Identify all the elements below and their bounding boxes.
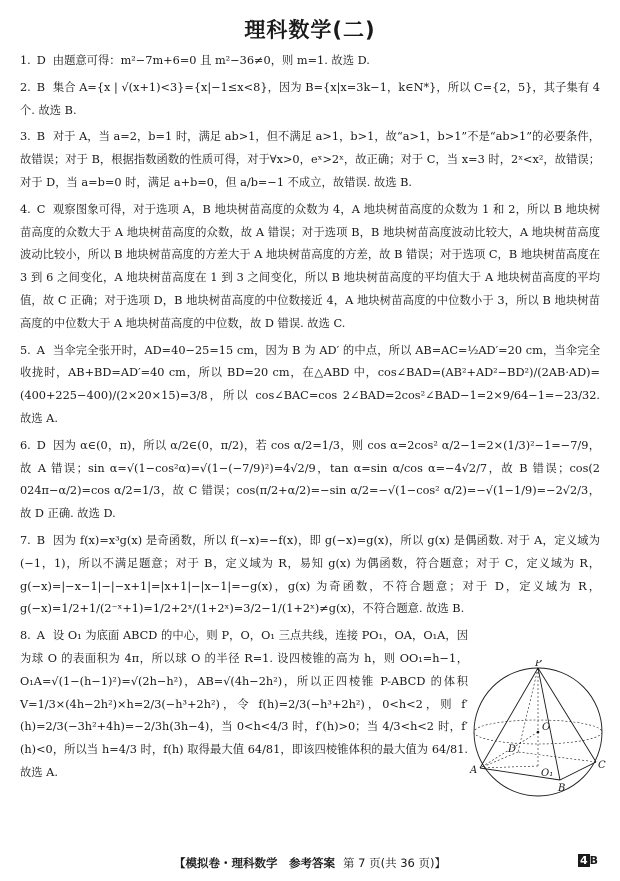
- label-o: O: [542, 722, 551, 733]
- segment-o1a: [480, 766, 538, 768]
- solution-item: 3. B 对于 A，当 a=2，b=1 时，满足 ab>1，但不满足 a>1，b>1，故“a>1，b>1”不是“ab>1”的必要条件，故错误；对于 B，根据指数函数的性质可得，对于∀x>0，eˣ>2ˣ，故正确；对于 C，当 x=3 时，2ˣ<x²，故错误；对于 D，当 a=b=0 时，满足 a+b=0，但 a/b=−1 不成立，故错误. 故选 B.: [20, 126, 600, 194]
- solution-text: 由题意可得：m²−7m+6=0 且 m²−36≠0，则 m=1. 故选 D.: [52, 54, 370, 67]
- label-c: C: [598, 760, 606, 771]
- solution-text: 因为 α∈(0，π)，所以 α/2∈(0，π/2)，若 cos α/2=1/3，则 cos α=2cos² α/2−1=2×(1/3)²−1=−7/9，故 A 错误；sin α=√(1−cos²α)=√(1−(−7/9)²)=4√2/9，tan α=sin α/cos α=−4√2/7，故 B 错误；cos(2 024π−α/2)=cos α/2=1/3，故 C 错误；cos(π/2+α/2)=−sin α/2=−√(1−cos² α/2)=−√(1−1/9)=−2√2/3，故 D 正确. 故选 D.: [20, 438, 600, 521]
- answer-letter: B: [36, 80, 46, 94]
- answer-letter: B: [36, 533, 46, 547]
- answer-letter: D: [36, 438, 46, 452]
- answer-letter: A: [36, 629, 45, 643]
- solution-item: 2. B 集合 A={x | √(x+1)<3}={x|−1≤x<8}，因为 B={x|x=3k−1，k∈N*}，所以 C={2，5}，其子集有 4 个. 故选 B.: [20, 77, 600, 123]
- edge-pc: [538, 668, 596, 762]
- label-b: B: [558, 783, 566, 794]
- solution-item: 1. D 由题意可得：m²−7m+6=0 且 m²−36≠0，则 m=1. 故选 D.: [20, 50, 600, 73]
- sheet-code-number: 4: [579, 854, 588, 867]
- page-title: 理科数学(二): [244, 18, 376, 42]
- edge-pd: [518, 668, 538, 752]
- answer-letter: A: [36, 343, 45, 357]
- solution-item: 8. A 设 O₁ 为底面 ABCD 的中心，则 P，O，O₁ 三点共线，连接 PO₁，OA，O₁A，因为球 O 的表面积为 4π，所以球 O 的半径 R=1. 设四棱锥的高为 h，则 OO₁=h−1，O₁A=√(1−(h−1)²)=√(2h−h²)，AB=√(4h−2h²)，所以正四棱锥 P-ABCD 的体积 V=1/3×(4h−2h²)×h=2/3(−h³+2h²)，令 f(h)=2/3(−h³+2h²)，0<h<2，则 f′(h)=2/3(−3h²+4h)=−2/3h(3h−4)，当 0<h<4/3 时，f′(h)>0；当 4/3<h<2 时，f′(h)<0，所以当 h=4/3 时，f(h) 取得最大值 64/81，即该四棱锥体积的最大值为 64/81. 故选 A.: [20, 625, 468, 785]
- sheet-code-letter: B: [589, 854, 598, 867]
- solution-text: 集合 A={x | √(x+1)<3}={x|−1≤x<8}，因为 B={x|x=3k−1，k∈N*}，所以 C={2，5}，其子集有 4 个. 故选 B.: [20, 80, 600, 117]
- answer-letter: C: [36, 202, 46, 216]
- page-footer: [0, 855, 620, 871]
- solution-item: 7. B 因为 f(x)=x³g(x) 是奇函数，所以 f(−x)=−f(x)，即 g(−x)=g(x)，所以 g(x) 是偶函数. 对于 A，定义域为(−1，1)，所以不满足题意；对于 B，定义域为 R，易知 g(x) 为偶函数，符合题意；对于 C，定义域为 R，g(−x)=|−x−1|−|−x+1|=|x+1|−|x−1|=−g(x)，g(x) 为奇函数，不符合题意；对于 D，定义域为 R，g(−x)=1/2+1/(2⁻ˣ+1)=1/2+2ˣ/(1+2ˣ)=3/2−1/(1+2ˣ)≠g(x)，不符合题意. 故选 B.: [20, 530, 600, 621]
- answer-letter: B: [36, 130, 46, 144]
- solution-text: 因为 f(x)=x³g(x) 是奇函数，所以 f(−x)=−f(x)，即 g(−x)=g(x)，所以 g(x) 是偶函数. 对于 A，定义域为(−1，1)，所以不满足题意；对于 B，定义域为 R，易知 g(x) 为偶函数，符合题意；对于 C，定义域为 R，g(−x)=|−x−1|−|−x+1|=|x+1|−|x−1|=−g(x)，g(x) 为奇函数，不符合题意；对于 D，定义域为 R，g(−x)=1/2+1/(2⁻ˣ+1)=1/2+2ˣ/(1+2ˣ)=3/2−1/(1+2ˣ)≠g(x)，不符合题意. 故选 B.: [20, 533, 600, 616]
- solution-item: 6. D 因为 α∈(0，π)，所以 α/2∈(0，π/2)，若 cos α/2=1/3，则 cos α=2cos² α/2−1=2×(1/3)²−1=−7/9，故 A 错误；sin α=√(1−cos²α)=√(1−(−7/9)²)=4√2/9，tan α=sin α/cos α=−4√2/7，故 B 错误；cos(2 024π−α/2)=cos α/2=1/3，故 C 错误；cos(π/2+α/2)=−sin α/2=−√(1−cos² α/2)=−√(1−1/9)=−2√2/3，故 D 正确. 故选 D.: [20, 435, 600, 526]
- answer-letter: D: [36, 54, 46, 67]
- solution-text: 设 O₁ 为底面 ABCD 的中心，则 P，O，O₁ 三点共线，连接 PO₁，OA，O₁A，因为球 O 的表面积为 4π，所以球 O 的半径 R=1. 设四棱锥的高为 h，则 OO₁=h−1，O₁A=√(1−(h−1)²)=√(2h−h²)，AB=√(4h−2h²)，所以正四棱锥 P-ABCD 的体积 V=1/3×(4h−2h²)×h=2/3(−h³+2h²)，令 f(h)=2/3(−h³+2h²)，0<h<2，则 f′(h)=2/3(−3h²+4h)=−2/3h(3h−4)，当 0<h<4/3 时，f′(h)>0；当 4/3<h<2 时，f′(h)<0，所以当 h=4/3 时，f(h) 取得最大值 64/81，即该四棱锥体积的最大值为 64/81. 故选 A.: [20, 629, 468, 779]
- solution-text: 当伞完全张开时，AD=40−25=15 cm，因为 B 为 AD′ 的中点，所以 AB=AC=½AD′=20 cm，当伞完全收拢时，AB+BD=AD′=40 cm，所以 BD=20 cm，在△ABD 中，cos∠BAD=(AB²+AD²−BD²)/(2AB·AD)=(400+225−400)/(2×20×15)=3/8，所以 cos∠BAC=cos 2∠BAD=2cos²∠BAD−1=2×9/64−1=−23/32. 故选 A.: [20, 343, 600, 425]
- footer-exam-label: 【模拟卷・理科数学 参考答案: [173, 856, 335, 870]
- base-bc: [560, 762, 596, 780]
- center-point: [537, 731, 540, 734]
- label-p: P: [535, 660, 542, 669]
- solution-text: 观察图象可得，对于选项 A，B 地块树苗高度的众数为 4，A 地块树苗高度的众数为 1 和 2，所以 B 地块树苗高度的众数大于 A 地块树苗高度的众数，故 A 错误；对于选项 B，B 地块树苗高度波动比较大，A 地块树苗高度波动比较小，所以 B 地块树苗高度的方差大于 A 地块树苗高度的方差，故 B 错误；对于选项 C，B 地块树苗高度在 3 到 6 之间变化，A 地块树苗高度在 1 到 3 之间变化，所以 B 地块树苗高度的平均值大于 A 地块树苗高度的平均值，故 C 正确；对于选项 D，B 地块树苗高度的中位数接近 4，A 地块树苗高度的中位数小于 3，所以 B 地块树苗高度的中位数大于 A 地块树苗高度的中位数，故 D 错误. 故选 C.: [20, 202, 600, 330]
- base-cd: [518, 752, 596, 762]
- sheet-code-badge: [578, 854, 598, 867]
- footer-page-number: 第 7 页(共 36 页)】: [342, 856, 447, 870]
- pyramid-in-sphere-figure: [468, 660, 608, 800]
- solution-item: 4. C 观察图象可得，对于选项 A，B 地块树苗高度的众数为 4，A 地块树苗高度的众数为 1 和 2，所以 B 地块树苗高度的众数大于 A 地块树苗高度的众数，故 A 错误；对于选项 B，B 地块树苗高度波动比较大，A 地块树苗高度波动比较小，所以 B 地块树苗高度的方差大于 A 地块树苗高度的方差，故 B 错误；对于选项 C，B 地块树苗高度在 3 到 6 之间变化，A 地块树苗高度在 1 到 3 之间变化，所以 B 地块树苗高度的平均值大于 A 地块树苗高度的平均值，故 C 正确；对于选项 D，B 地块树苗高度的中位数接近 4，A 地块树苗高度的中位数小于 3，所以 B 地块树苗高度的中位数大于 A 地块树苗高度的中位数，故 D 错误. 故选 C.: [20, 199, 600, 336]
- label-d: D: [508, 744, 517, 755]
- solution-item: 5. A 当伞完全张开时，AD=40−25=15 cm，因为 B 为 AD′ 的中点，所以 AB=AC=½AD′=20 cm，当伞完全收拢时，AB+BD=AD′=40 cm，所以 BD=20 cm，在△ABD 中，cos∠BAD=(AB²+AD²−BD²)/(2AB·AD)=(400+225−400)/(2×20×15)=3/8，所以 cos∠BAC=cos 2∠BAD=2cos²∠BAD−1=2×9/64−1=−23/32. 故选 A.: [20, 340, 600, 431]
- label-a: A: [470, 765, 478, 776]
- label-o1: O₁: [541, 768, 554, 779]
- solution-text: 对于 A，当 a=2，b=1 时，满足 ab>1，但不满足 a>1，b>1，故“a>1，b>1”不是“ab>1”的必要条件，故错误；对于 B，根据指数函数的性质可得，对于∀x>0，eˣ>2ˣ，故正确；对于 C，当 x=3 时，2ˣ<x²，故错误；对于 D，当 a=b=0 时，满足 a+b=0，但 a/b=−1 不成立，故错误. 故选 B.: [20, 130, 600, 189]
